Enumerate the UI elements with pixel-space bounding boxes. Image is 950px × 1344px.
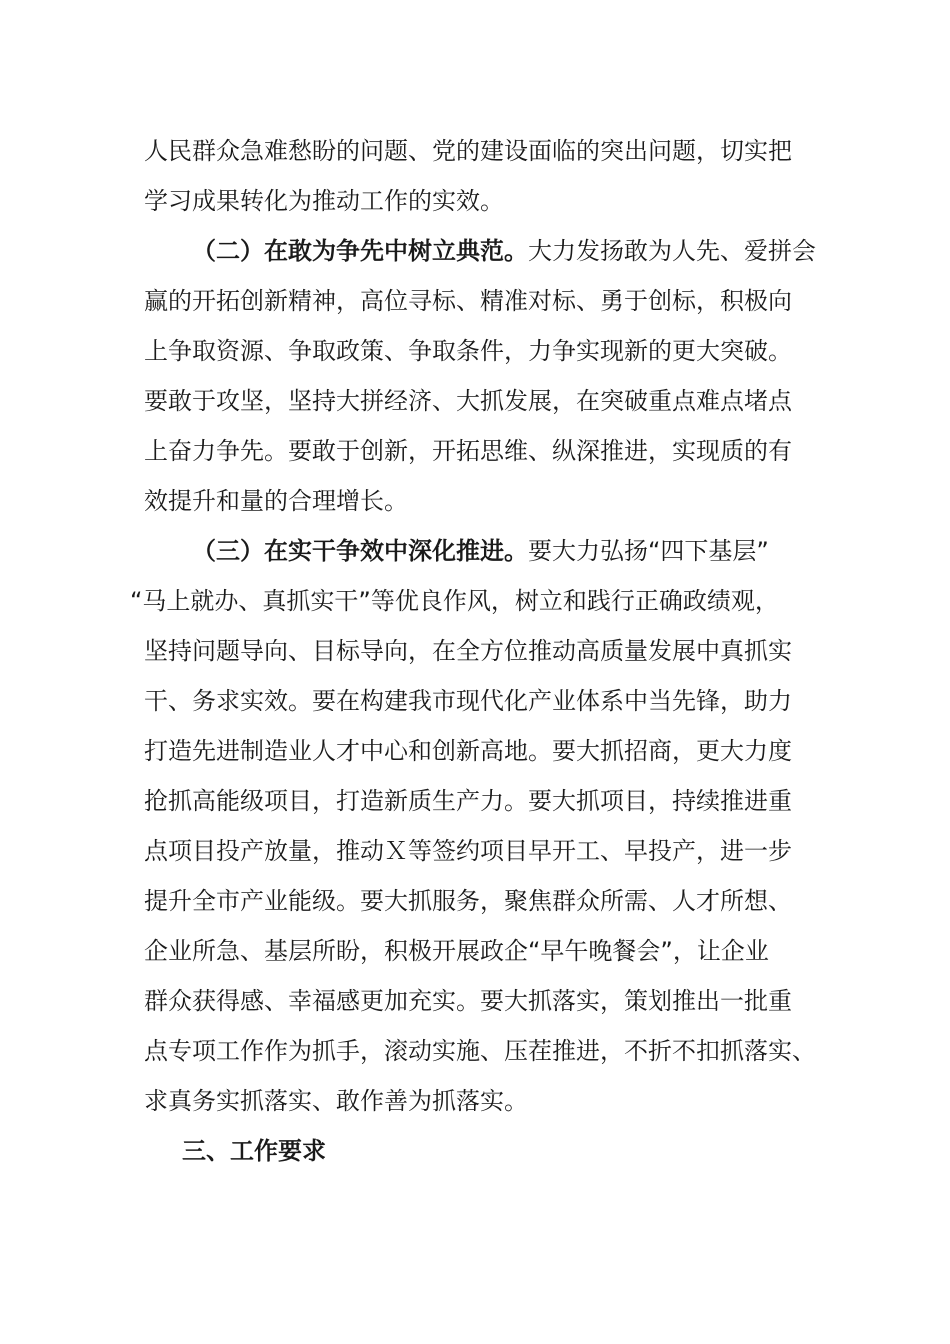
- paragraph-line: 人民群众急难愁盼的问题、党的建设面临的突出问题，切实把: [144, 137, 792, 165]
- paragraph-text: 大力发扬敢为人先、爱拼会: [528, 237, 816, 265]
- section-heading: （二）在敢为争先中树立典范。: [192, 237, 528, 265]
- paragraph-line: 打造先进制造业人才中心和创新高地。要大抓招商，更大力度: [144, 737, 792, 765]
- paragraph-text: 要大力弘扬“四下基层”: [528, 537, 769, 565]
- paragraph-line: 点项目投产放量，推动Ｘ等签约项目早开工、早投产，进一步: [144, 837, 792, 865]
- paragraph-line: 赢的开拓创新精神，高位寻标、精准对标、勇于创标，积极向: [144, 287, 792, 315]
- paragraph-line: 干、务求实效。要在构建我市现代化产业体系中当先锋，助力: [144, 687, 792, 715]
- paragraph-line: 群众获得感、幸福感更加充实。要大抓落实，策划推出一批重: [144, 987, 792, 1015]
- section-paragraph-start: [144, 526, 809, 576]
- paragraph-line: 提升全市产业能级。要大抓服务，聚焦群众所需、人才所想、: [144, 887, 792, 915]
- section-paragraph-start: [144, 226, 816, 276]
- paragraph-line: 效提升和量的合理增长。: [144, 487, 408, 515]
- chapter-heading: 三、工作要求: [182, 1137, 326, 1165]
- paragraph-line: 上争取资源、争取政策、争取条件，力争实现新的更大突破。: [144, 337, 792, 365]
- paragraph-line: 求真务实抓落实、敢作善为抓落实。: [144, 1087, 528, 1115]
- paragraph-line: 要敢于攻坚，坚持大拼经济、大抓发展，在突破重点难点堵点: [144, 387, 792, 415]
- paragraph-line: 学习成果转化为推动工作的实效。: [144, 187, 504, 215]
- paragraph-line: “马上就办、真抓实干”等优良作风，树立和践行正确政绩观，: [130, 587, 779, 615]
- paragraph-line: 点专项工作作为抓手，滚动实施、压茬推进，不折不扣抓落实、: [144, 1037, 816, 1065]
- paragraph-line: 抢抓高能级项目，打造新质生产力。要大抓项目，持续推进重: [144, 787, 792, 815]
- section-heading: （三）在实干争效中深化推进。: [192, 537, 528, 565]
- paragraph-line: 企业所急、基层所盼，积极开展政企“早午晚餐会”，让企业: [144, 937, 769, 965]
- paragraph-line: 坚持问题导向、目标导向，在全方位推动高质量发展中真抓实: [144, 637, 792, 665]
- document-body: [130, 126, 816, 1176]
- paragraph-line: 上奋力争先。要敢于创新，开拓思维、纵深推进，实现质的有: [144, 437, 792, 465]
